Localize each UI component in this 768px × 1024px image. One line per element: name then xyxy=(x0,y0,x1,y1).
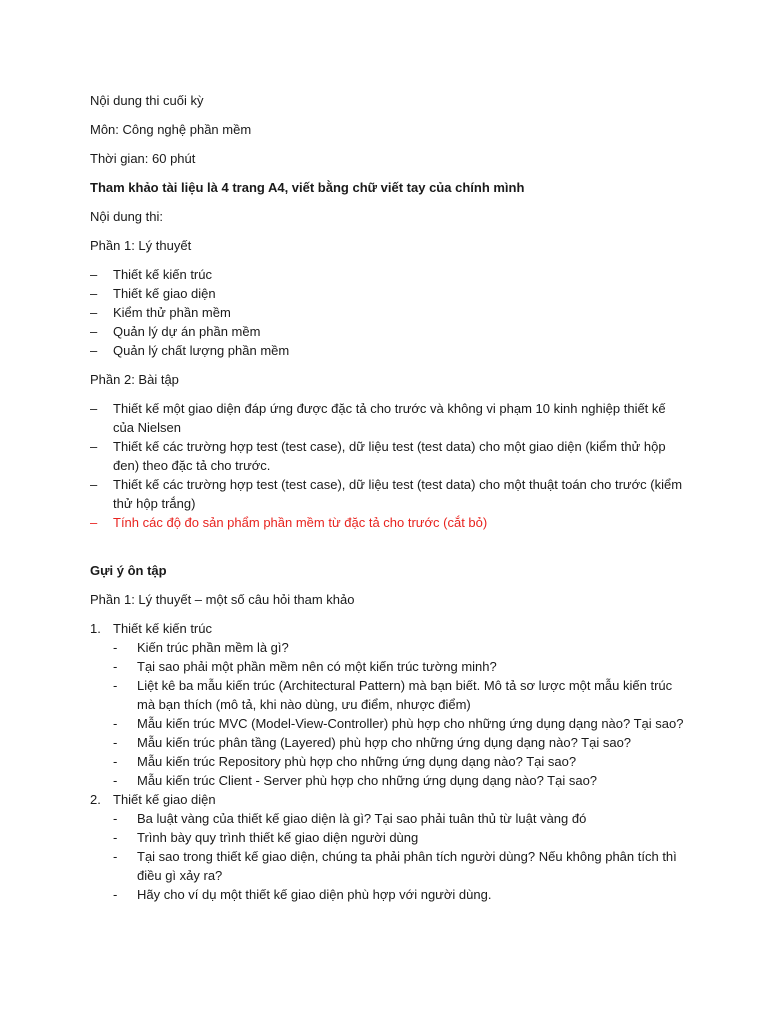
removed-list-item: – Tính các độ đo sản phẩm phần mềm từ đặc tả cho trước (cắt bỏ) xyxy=(90,515,488,530)
question-item: - Tại sao trong thiết kế giao diện, chúng ta phải phân tích người dùng? Nếu không phân tích thì điều gì xảy ra? xyxy=(113,849,677,883)
question-item: - Mẫu kiến trúc Client - Server phù hợp cho những ứng dụng dạng nào? Tại sao? xyxy=(113,773,598,788)
question-item: - Mẫu kiến trúc Repository phù hợp cho những ứng dụng dạng nào? Tại sao? xyxy=(113,754,577,769)
list-item: – Thiết kế một giao diện đáp ứng được đặc tả cho trước và không vi phạm 10 kinh nghiệp thiết kế của Nielsen xyxy=(90,401,666,435)
spacer xyxy=(90,542,690,561)
section-title: Thiết kế kiến trúc xyxy=(113,621,212,636)
review-section xyxy=(90,790,690,904)
review-section xyxy=(90,619,690,790)
reference-note: Tham khảo tài liệu là 4 trang A4, viết bằng chữ viết tay của chính mình xyxy=(90,180,525,195)
list-item: – Kiểm thử phần mềm xyxy=(90,305,231,320)
content-label: Nội dung thi: xyxy=(90,209,163,224)
bullet-dash: – xyxy=(90,439,98,454)
question-item: - Ba luật vàng của thiết kế giao diện là gì? Tại sao phải tuân thủ từ luật vàng đó xyxy=(113,811,587,826)
list-item: – Quản lý chất lượng phần mềm xyxy=(90,343,290,358)
bullet-dash: – xyxy=(90,343,98,358)
bullet-dash: – xyxy=(90,515,98,530)
section-number: 1. xyxy=(90,621,101,636)
list-item: – Thiết kế giao diện xyxy=(90,286,216,301)
part1-topic-list xyxy=(90,265,690,360)
question-item: - Tại sao phải một phần mềm nên có một kiến trúc tường minh? xyxy=(113,659,497,674)
question-list xyxy=(113,809,690,904)
review-part1-heading: Phần 1: Lý thuyết – một số câu hỏi tham khảo xyxy=(90,592,355,607)
bullet-dash: – xyxy=(90,267,98,282)
section-number: 2. xyxy=(90,792,101,807)
question-item: - Liệt kê ba mẫu kiến trúc (Architectural Pattern) mà bạn biết. Mô tả sơ lược một mẫu kiến trúc mà bạn thích (mô tả, khi nào dùng, ưu điểm, nhược điểm) xyxy=(113,678,673,712)
question-item: - Trình bày quy trình thiết kế giao diện người dùng xyxy=(113,830,419,845)
part2-exercise-list xyxy=(90,399,690,532)
bullet-dash: – xyxy=(90,286,98,301)
bullet-dash: – xyxy=(90,401,98,416)
document-page xyxy=(90,91,690,904)
doc-title: Nội dung thi cuối kỳ xyxy=(90,93,204,108)
part2-heading: Phần 2: Bài tập xyxy=(90,372,179,387)
bullet-dash: – xyxy=(90,477,98,492)
duration-line: Thời gian: 60 phút xyxy=(90,151,196,166)
bullet-dash: – xyxy=(90,324,98,339)
list-item: – Thiết kế các trường hợp test (test case), dữ liệu test (test data) cho một giao diện (kiểm thử hộp đen) theo đặc tả cho trước. xyxy=(90,439,666,473)
question-item: - Mẫu kiến trúc MVC (Model-View-Controller) phù hợp cho những ứng dụng dạng nào? Tại sao? xyxy=(113,716,684,731)
question-list xyxy=(113,638,690,790)
part1-heading: Phần 1: Lý thuyết xyxy=(90,238,192,253)
review-section-list xyxy=(90,619,690,904)
question-item: - Hãy cho ví dụ một thiết kế giao diện phù hợp với người dùng. xyxy=(113,887,492,902)
review-heading: Gựi ý ôn tập xyxy=(90,563,167,578)
subject-line: Môn: Công nghệ phần mềm xyxy=(90,122,252,137)
question-item: - Kiến trúc phần mềm là gì? xyxy=(113,640,289,655)
list-item: – Thiết kế các trường hợp test (test case), dữ liệu test (test data) cho một thuật toán cho trước (kiểm thử hộp trắng) xyxy=(90,477,683,511)
list-item: – Quản lý dự án phần mềm xyxy=(90,324,261,339)
bullet-dash: – xyxy=(90,305,98,320)
section-title: Thiết kế giao diện xyxy=(113,792,216,807)
question-item: - Mẫu kiến trúc phân tầng (Layered) phù hợp cho những ứng dụng dạng nào? Tại sao? xyxy=(113,735,632,750)
list-item: – Thiết kế kiến trúc xyxy=(90,267,212,282)
